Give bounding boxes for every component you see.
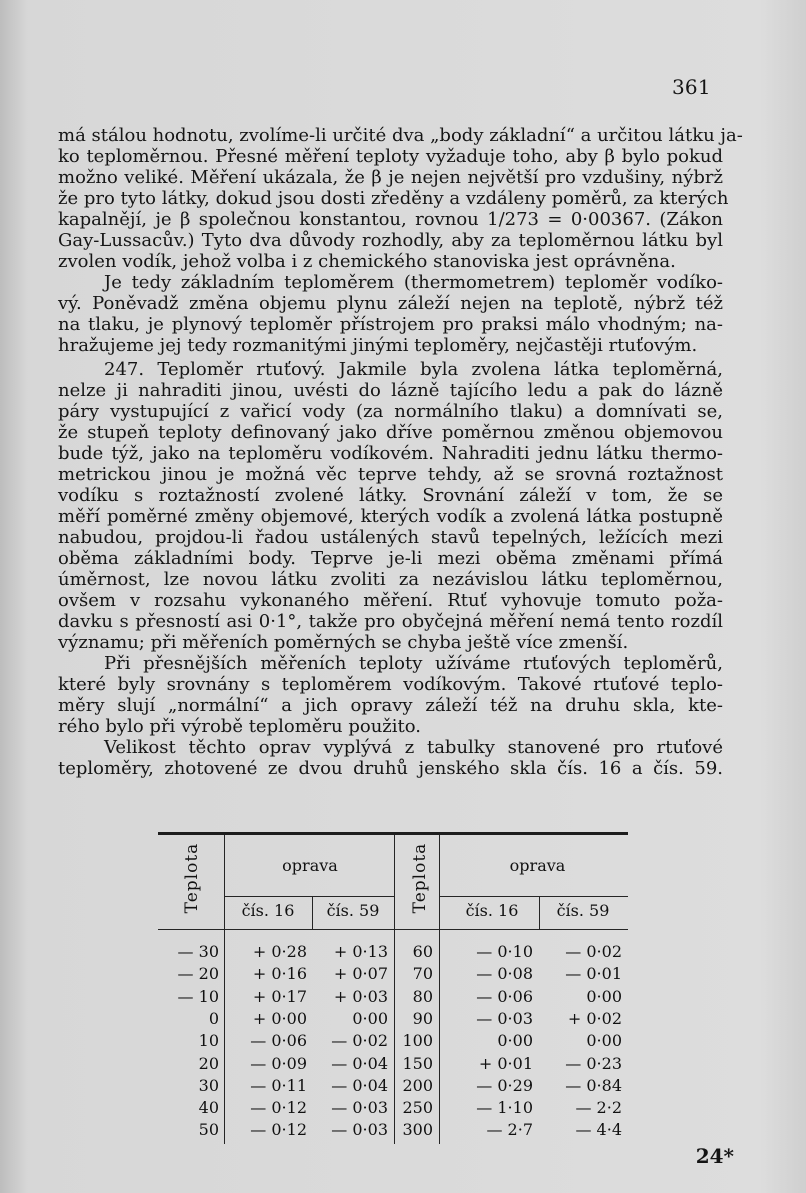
temperature-right-cell: 90: [412, 1008, 433, 1028]
table-divider: [439, 896, 628, 897]
body-line: Velikost těchto oprav vyplývá z tabulky stanovené pro rtuťové: [104, 737, 723, 759]
glass-16-left-cell: — 0·06: [250, 1031, 307, 1051]
glass-59-right-cell: + 0·02: [567, 1008, 622, 1028]
temperature-right-cell: 60: [412, 942, 433, 961]
glass-16-right-cell: — 0·06: [476, 986, 533, 1006]
body-text: [58, 125, 743, 780]
body-line: na tlaku, je plynový teploměr přístrojem pro praksi málo vhodným; na-: [58, 314, 723, 336]
temperature-left-cell: 20: [198, 1053, 219, 1073]
body-line: ovšem v rozsahu vykonaného měření. Rtuť vyhovuje tomuto poža-: [58, 590, 723, 612]
body-line: možno veliké. Měření ukázala, že β je nejen největší pro vzdušiny, nýbrž: [58, 167, 723, 189]
glass-16-left-cell: — 0·11: [250, 1075, 307, 1095]
glass-59-left-cell: 0·00: [352, 1008, 388, 1028]
glass-59-left-cell: — 0·04: [331, 1053, 388, 1073]
glass-59-right-cell: — 2·2: [575, 1098, 622, 1118]
glass-16-right-cell: — 0·10: [476, 942, 533, 961]
temperature-left-cell: 40: [198, 1098, 219, 1118]
temperature-right-cell: 250: [402, 1098, 433, 1118]
temperature-right-cell: 70: [412, 964, 433, 984]
temperature-left-cell: 0: [208, 1008, 219, 1028]
body-line: Je tedy základním teploměrem (thermometrem) teploměr vodíko-: [104, 272, 723, 294]
glass-16-left-cell: + 0·00: [252, 1008, 307, 1028]
glass-16-left-cell: — 0·12: [250, 1098, 307, 1118]
temperature-left-cell: 50: [198, 1120, 219, 1140]
glass-16-left-cell: — 0·12: [250, 1120, 307, 1140]
correction-header-right: oprava: [509, 856, 566, 875]
glass-59-left-cell: + 0·03: [333, 986, 388, 1006]
glass-16-right-cell: — 0·29: [476, 1075, 533, 1095]
glass-16-right-cell: + 0·01: [478, 1053, 533, 1073]
correction-table: [158, 832, 628, 1147]
temperature-right-cell: 100: [402, 1031, 433, 1051]
body-line: metrickou jinou je možná věc teprve tehdy, až se srovná roztažnost: [58, 463, 723, 485]
body-line: vodíku s roztažností zvolené látky. Srovnání záleží v tom, že se: [58, 484, 723, 506]
body-line: vý. Poněvadž změna objemu plynu záleží nejen na teplotě, nýbrž též: [58, 293, 723, 315]
body-line: že stupeň teploty definovaný jako dříve poměrnou změnou objemovou: [58, 421, 723, 443]
glass-59-right-cell: — 0·23: [565, 1053, 622, 1073]
body-line: Gay-Lussacův.) Tyto dva důvody rozhodly, aby za teploměrnou látku byl: [58, 230, 723, 252]
body-line: kapalnějí, je β společnou konstantou, rovnou 1/273 = 0·00367. (Zákon: [58, 209, 723, 231]
table-divider: [224, 896, 394, 897]
glass-59-left-cell: — 0·02: [331, 1031, 388, 1051]
glass-16-right-cell: 0·00: [497, 1031, 533, 1051]
table-divider: [439, 835, 440, 1144]
temperature-right-cell: 300: [402, 1120, 433, 1140]
body-line: hražujeme jej tedy rozmanitými jinými teploměry, nejčastěji rtuťovým.: [58, 335, 698, 357]
glass-59-right-cell: — 0·01: [565, 964, 622, 984]
body-line: měří poměrné změny objemové, kterých vodík a zvolená látka postupně: [58, 505, 723, 527]
body-line: oběma základními body. Teprve je-li mezi oběma změnami přímá: [58, 547, 723, 569]
glass-59-right-cell: — 4·4: [575, 1120, 622, 1140]
temperature-right-cell: 150: [402, 1053, 433, 1073]
temperature-header-left: Teplota: [182, 842, 202, 914]
correction-header-left: oprava: [282, 856, 338, 875]
glass-59-right-cell: 0·00: [586, 986, 622, 1006]
glass-59-right-cell: — 0·02: [565, 942, 622, 961]
temperature-right-cell: 80: [412, 986, 433, 1006]
table-divider: [158, 929, 628, 930]
glass-16-header-right: čís. 16: [465, 901, 519, 920]
glass-16-right-cell: — 1·10: [476, 1098, 533, 1118]
temperature-right-cell: 200: [402, 1075, 433, 1095]
glass-59-left-cell: — 0·04: [331, 1075, 388, 1095]
body-line: davku s přesností asi 0·1°, takže pro obyčejná měření nemá tento rozdíl: [58, 611, 723, 633]
body-line: ko teploměrnou. Přesné měření teploty vyžaduje toho, aby β bylo pokud: [58, 146, 723, 168]
glass-16-left-cell: + 0·16: [252, 964, 307, 984]
glass-59-left-cell: — 0·03: [331, 1120, 388, 1140]
glass-59-left-cell: — 0·03: [331, 1098, 388, 1118]
glass-16-right-cell: — 2·7: [486, 1120, 533, 1140]
body-line: úměrnost, lze novou látku zvoliti za nezávislou látku teploměrnou,: [58, 568, 723, 590]
temperature-header-right: Teplota: [410, 842, 430, 914]
table-divider: [539, 896, 540, 930]
table-grid: [158, 835, 628, 1144]
body-line: páry vystupující z vařicí vody (za normálního tlaku) a domnívati se,: [58, 400, 723, 422]
table-divider: [312, 896, 313, 930]
temperature-left-cell: — 10: [177, 986, 219, 1006]
temperature-left-cell: 30: [198, 1075, 219, 1095]
glass-59-right-cell: — 0·84: [565, 1075, 622, 1095]
table-divider: [394, 835, 395, 1144]
glass-16-right-cell: — 0·03: [476, 1008, 533, 1028]
body-line: že pro tyto látky, dokud jsou dosti zředěny a vzdáleny poměrů, za kterých: [58, 188, 729, 210]
body-line: které byly srovnány s teploměrem vodíkovým. Takové rtuťové teplo-: [58, 674, 723, 696]
table-divider: [224, 835, 225, 1144]
temperature-left-cell: — 20: [177, 964, 219, 984]
glass-59-header-left: čís. 59: [326, 901, 380, 920]
body-line: bude týž, jako na teploměru vodíkovém. Nahraditi jednu látku thermo-: [58, 442, 723, 464]
section-heading-line: 247. Teploměr rtuťový. Jakmile byla zvolena látka teploměrná,: [104, 358, 723, 380]
glass-59-header-right: čís. 59: [556, 901, 610, 920]
page-number: 361: [672, 75, 711, 99]
glass-16-left-cell: — 0·09: [250, 1053, 307, 1073]
body-line: teploměry, zhotovené ze dvou druhů jenského skla čís. 16 a čís. 59.: [58, 758, 723, 780]
glass-16-left-cell: + 0·28: [252, 942, 307, 961]
body-line: rého bylo při výrobě teploměru použito.: [58, 716, 422, 738]
glass-59-left-cell: + 0·13: [333, 942, 388, 961]
body-line: měry slují „normální“ a jich opravy záleží též na druhu skla, kte-: [58, 695, 723, 717]
glass-16-header-left: čís. 16: [241, 901, 295, 920]
body-line: má stálou hodnotu, zvolíme-li určité dva „body základní“ a určitou látku ja-: [58, 125, 743, 146]
glass-16-right-cell: — 0·08: [476, 964, 533, 984]
printer-signature: 24*: [695, 1144, 734, 1168]
temperature-left-cell: — 30: [177, 942, 219, 961]
body-line: nabudou, projdou-li řadou ustálených stavů tepelných, ležících mezi: [58, 526, 723, 548]
body-line: významu; při měřeních poměrných se chyba ještě více zmenší.: [58, 632, 629, 654]
glass-59-right-cell: 0·00: [586, 1031, 622, 1051]
body-line: nelze ji nahraditi jinou, uvésti do lázně tajícího ledu a pak do lázně: [58, 379, 723, 401]
glass-16-left-cell: + 0·17: [252, 986, 307, 1006]
glass-59-left-cell: + 0·07: [333, 964, 388, 984]
temperature-left-cell: 10: [198, 1031, 219, 1051]
body-line: Při přesnějších měřeních teploty užíváme rtuťových teploměrů,: [104, 653, 723, 675]
body-line: zvolen vodík, jehož volba i z chemického stanoviska jest oprávněna.: [58, 251, 676, 273]
